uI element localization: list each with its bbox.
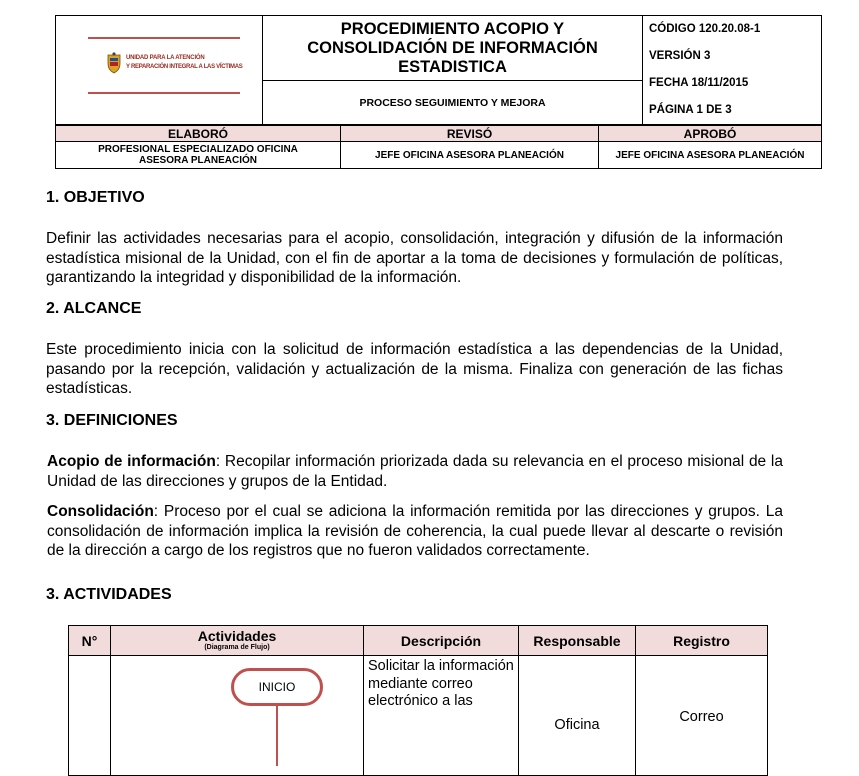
alcance-heading: 2. ALCANCE bbox=[46, 300, 142, 317]
approval-table bbox=[55, 125, 822, 169]
col-actividades bbox=[111, 626, 364, 656]
document-meta bbox=[643, 16, 822, 125]
elaboro-value bbox=[56, 142, 341, 169]
col-descripcion: Descripción bbox=[364, 626, 519, 656]
table-row bbox=[69, 656, 768, 776]
row-description: Solicitar la información mediante correo electrónico a las bbox=[364, 656, 519, 776]
title-line3: ESTADISTICA bbox=[398, 57, 507, 76]
col-actividades-sub: (Diagrama de Flujo) bbox=[204, 644, 270, 651]
elaboro-value-line1: PROFESIONAL ESPECIALIZADO OFICINA bbox=[98, 144, 298, 155]
definiciones-heading: 3. DEFINICIONES bbox=[46, 412, 178, 429]
logo-bottom-rule bbox=[88, 92, 240, 94]
document-header-table bbox=[55, 15, 822, 125]
version-value: VERSIÓN 3 bbox=[649, 50, 711, 62]
fecha-value: FECHA 18/11/2015 bbox=[649, 77, 749, 89]
objetivo-heading: 1. OBJETIVO bbox=[46, 189, 145, 206]
pagina-value: PÁGINA 1 DE 3 bbox=[649, 104, 732, 116]
document-title bbox=[263, 16, 643, 81]
definition-consolidacion-term: Consolidación bbox=[47, 503, 154, 520]
elaboro-label: ELABORÓ bbox=[56, 126, 341, 142]
process-name: PROCESO SEGUIMIENTO Y MEJORA bbox=[263, 81, 643, 125]
col-actividades-label: Actividades bbox=[197, 628, 277, 644]
title-line1: PROCEDIMIENTO ACOPIO Y bbox=[340, 19, 565, 38]
row-responsable bbox=[519, 656, 636, 776]
activities-table bbox=[68, 625, 768, 776]
flow-start-node: INICIO bbox=[231, 668, 323, 706]
col-responsable: Responsable bbox=[519, 626, 636, 656]
reviso-value: JEFE OFICINA ASESORA PLANEACIÓN bbox=[341, 142, 599, 169]
flow-connector bbox=[276, 706, 278, 766]
row-registro bbox=[636, 656, 768, 776]
definition-acopio bbox=[47, 452, 783, 491]
actividades-heading: 3. ACTIVIDADES bbox=[46, 586, 172, 603]
logo-top-rule bbox=[88, 37, 240, 39]
title-line2: CONSOLIDACIÓN DE INFORMACIÓN bbox=[307, 38, 598, 57]
logo-text-line1: UNIDAD PARA LA ATENCIÓN bbox=[126, 55, 205, 61]
row-registro-text: Correo bbox=[679, 709, 724, 725]
alcance-text: Este procedimiento inicia con la solicitud de información estadística a las dependencias de la Unidad, pasando por la recepción, validación y actualización de la misma. Finaliza con generación de las fichas estadísticas. bbox=[46, 341, 783, 397]
aprobo-label: APROBÓ bbox=[599, 126, 822, 142]
row-flow-cell bbox=[111, 656, 364, 776]
row-responsable-text: Oficina bbox=[554, 717, 600, 733]
col-registro: Registro bbox=[636, 626, 768, 656]
elaboro-value-line2: ASESORA PLANEACIÓN bbox=[139, 155, 257, 166]
reviso-label: REVISÓ bbox=[341, 126, 599, 142]
logo-cell bbox=[56, 16, 263, 125]
aprobo-value: JEFE OFICINA ASESORA PLANEACIÓN bbox=[599, 142, 822, 169]
row-num bbox=[69, 656, 111, 776]
objetivo-text: Definir las actividades necesarias para el acopio, consolidación, integración y difusión de la información estadística misional de la Unidad, con el fin de aportar a la toma de decisiones y formulación de políticas, garantizando la integridad y disponibilidad de la información. bbox=[46, 230, 783, 286]
definition-consolidacion-text: : Proceso por el cual se adiciona la información remitida por las direcciones y grupos. La consolidación de información implica la revisión de coherencia, la cual puede llevar al descarte o revisión de la dirección a cargo de los registros que no fueron validados correctamente. bbox=[47, 503, 783, 559]
logo-text-line2: Y REPARACIÓN INTEGRAL A LAS VÍCTIMAS bbox=[126, 64, 243, 70]
definition-acopio-term: Acopio de información bbox=[47, 453, 216, 470]
codigo-value: CÓDIGO 120.20.08-1 bbox=[649, 23, 761, 35]
coat-of-arms-icon bbox=[106, 52, 122, 74]
definition-consolidacion bbox=[47, 502, 783, 561]
col-num: N° bbox=[69, 626, 111, 656]
definition-acopio-text: : Recopilar información priorizada dada su relevancia en el proceso misional de la Unidad de las direcciones y grupos de la Entidad. bbox=[47, 453, 784, 490]
